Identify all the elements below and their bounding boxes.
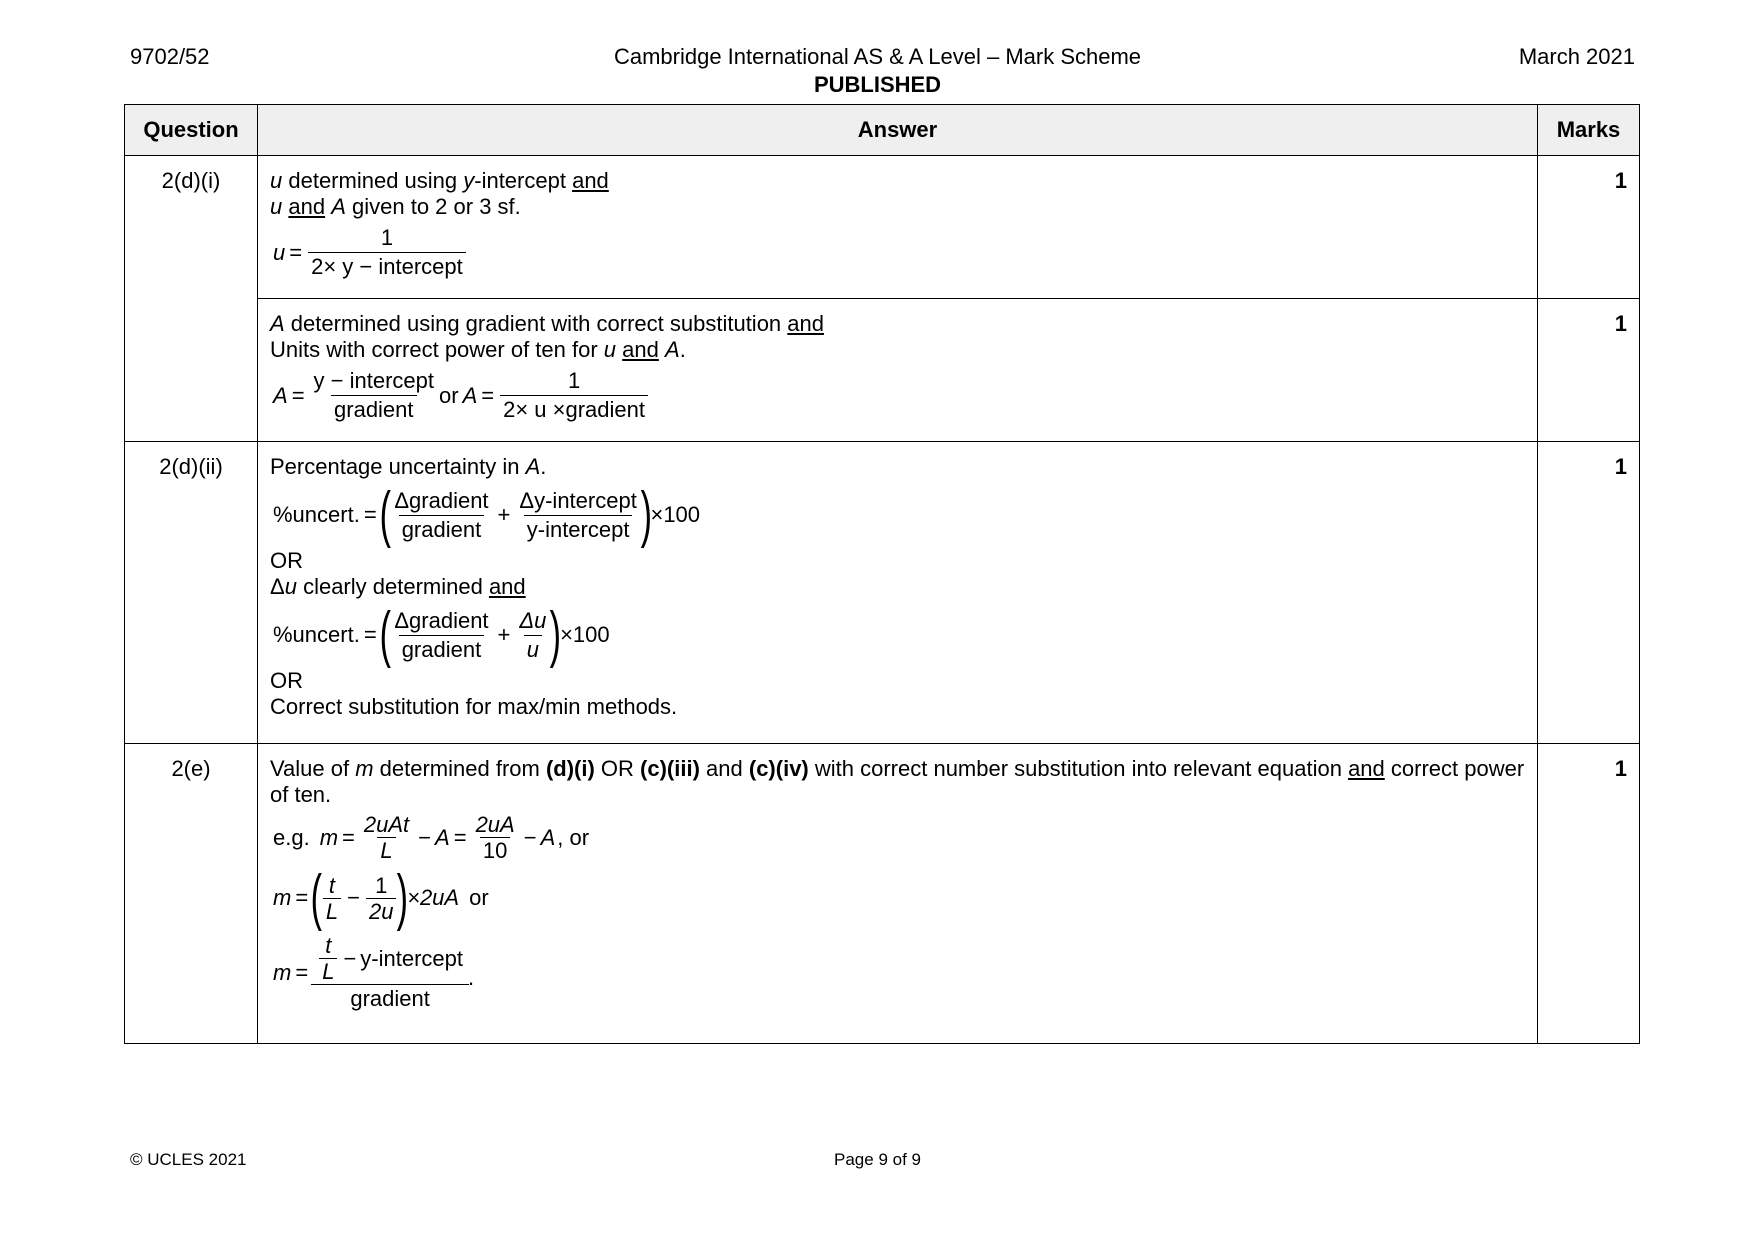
answer-line: Percentage uncertainty in A. <box>270 454 547 479</box>
or-label: OR <box>270 548 303 573</box>
marks-cell: 1 <box>1538 156 1640 299</box>
answer-line: Correct substitution for max/min methods. <box>270 694 678 719</box>
equation: e.g. m = $\frac{\text{2uAt}}{L}$ − A = $\frac{2uA}{10}$ − A , or <box>273 812 590 863</box>
document-title: Cambridge International AS & A Level – Mark Scheme <box>613 44 1142 69</box>
answer-line: Units with correct power of ten for u and A. <box>270 337 686 362</box>
table-row <box>125 299 1640 442</box>
page-number: Page 9 of 9 <box>834 1150 921 1169</box>
marks-cell: 1 <box>1538 442 1640 744</box>
table-row <box>125 744 1640 1044</box>
equation: m = ( $\frac{t}{L}$ − $\frac{1}{2u}$ ) ×2uA or <box>273 863 489 932</box>
equation: m = $\frac{t}{L}$ − y-intercept gradient . <box>273 933 475 1011</box>
document-subtitle: PUBLISHED <box>813 72 942 97</box>
table-header-row <box>125 105 1640 156</box>
copyright-notice: © UCLES 2021 <box>130 1150 247 1169</box>
equation: %uncert. = ( $\frac{\text{Δgradient}}{\text{gradient}}$ + $\frac{\Delta u}{u}$ ) ×100 <box>273 600 610 669</box>
marks-cell: 1 <box>1538 299 1640 442</box>
marks-cell: 1 <box>1538 744 1640 1044</box>
answer-header: Answer <box>258 105 1538 156</box>
question-cell: 2(e) <box>125 744 258 1044</box>
equation: A = $\frac{\text{y − intercept}}{\text{gradient}}$ or A = $\frac{1}{\text{2× u ×gradient}}$ <box>273 367 1525 424</box>
question-cell: 2(d)(i) <box>125 156 258 442</box>
answer-line: A determined using gradient with correct substitution and <box>270 311 825 336</box>
question-header: Question <box>125 105 258 156</box>
answer-line: Value of m determined from (d)(i) OR (c)(iii) and (c)(iv) with correct number substitution into relevant equation and correct power of ten. <box>270 756 1525 807</box>
marks-header: Marks <box>1538 105 1640 156</box>
answer-cell <box>258 299 1538 442</box>
answer-cell <box>258 156 1538 299</box>
equation: %uncert. = ( $\frac{\text{Δgradient}}{\text{gradient}}$ + $\frac{\text{Δy-intercept}}{\text{y-intercept}}$ ) ×100 <box>273 480 701 549</box>
mark-scheme-table <box>124 104 1640 1044</box>
answer-line: u and A given to 2 or 3 sf. <box>270 194 521 219</box>
answer-line: u determined using y-intercept and <box>270 168 609 193</box>
answer-line: Δu clearly determined and <box>270 574 526 599</box>
table-row <box>125 442 1640 744</box>
question-cell: 2(d)(ii) <box>125 442 258 744</box>
equation: u = $\frac{1}{\text{2× y − intercept}}$ <box>273 224 1525 281</box>
paper-code: 9702/52 <box>130 44 210 69</box>
document-date: March 2021 <box>1518 44 1635 69</box>
table-row <box>125 156 1640 299</box>
answer-cell <box>258 442 1538 744</box>
answer-cell <box>258 744 1538 1044</box>
or-label: OR <box>270 668 303 693</box>
